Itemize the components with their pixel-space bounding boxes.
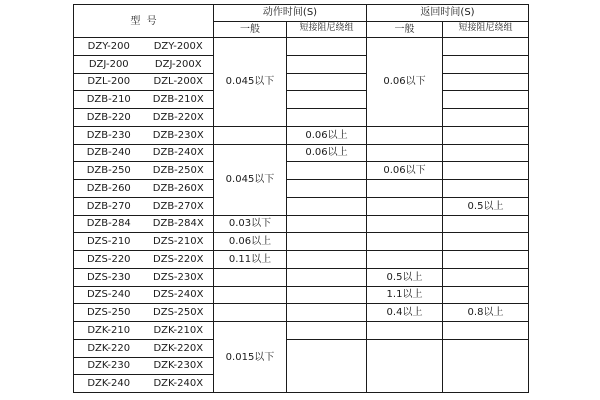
action-damping-cell: 0.06以上 [287,126,367,144]
table-row [74,233,529,251]
return-damping-cell [443,233,529,251]
model-a: DZL-200 [87,76,131,88]
return-damping-cell: 0.5以上 [443,197,529,215]
return-damping-cell: 0.8以上 [443,304,529,322]
table-row [74,322,529,340]
model-b: DZS-230X [153,271,204,283]
action-damping-cell [287,109,367,127]
action-general-cell [214,286,287,304]
model-a: DZK-230 [87,360,131,372]
table-row [74,197,529,215]
header-action-time: 动作时间(S) [214,5,367,22]
action-general-cell: 0.045以下 [214,38,287,127]
action-damping-cell [287,162,367,180]
model-a: DZS-250 [86,307,131,319]
action-damping-cell [287,197,367,215]
action-damping-cell [287,304,367,322]
table-row [74,215,529,233]
return-general-cell [367,180,443,198]
model-a: DZB-260 [86,182,131,194]
return-damping-cell [443,215,529,233]
model-b: DZK-230X [153,360,204,372]
model-cell [74,91,214,109]
model-cell [74,73,214,91]
model-cell [74,375,214,393]
model-b: DZB-250X [152,165,204,177]
return-damping-cell [443,144,529,162]
model-b: DZB-210X [152,94,204,106]
table-row [74,126,529,144]
action-general-cell [214,126,287,144]
table-row [74,73,529,91]
header-model: 型 号 [74,5,214,38]
model-b: DZB-240X [152,147,204,159]
model-a: DZS-240 [86,289,131,301]
return-damping-cell [443,286,529,304]
return-general-cell: 0.4以上 [367,304,443,322]
model-cell [74,197,214,215]
return-damping-cell [443,73,529,91]
model-cell [74,357,214,375]
model-cell [74,251,214,269]
model-a: DZK-220 [87,342,131,354]
action-damping-cell [287,215,367,233]
model-b: DZB-260X [152,182,204,194]
model-cell [74,162,214,180]
table-row [74,144,529,162]
model-cell [74,109,214,127]
model-b: DZS-210X [153,236,204,248]
table-row [74,251,529,269]
return-general-cell [367,322,443,340]
model-b: DZK-240X [153,378,204,390]
model-b: DZB-270X [152,200,204,212]
return-general-cell [367,251,443,269]
model-cell [74,126,214,144]
header-return-time: 返回时间(S) [367,5,529,22]
model-cell [74,180,214,198]
model-b: DZB-220X [152,111,204,123]
model-a: DZB-284 [86,218,131,230]
action-general-cell: 0.11以上 [214,251,287,269]
table-row [74,268,529,286]
action-damping-cell [287,322,367,340]
action-damping-cell [287,91,367,109]
model-cell [74,38,214,56]
return-damping-cell [443,126,529,144]
model-b: DZK-220X [153,342,204,354]
return-damping-cell [443,38,529,56]
model-cell [74,215,214,233]
action-general-cell: 0.045以下 [214,144,287,215]
action-general-cell [214,304,287,322]
model-b: DZS-250X [153,307,204,319]
return-general-cell [367,339,443,392]
action-general-cell: 0.03以下 [214,215,287,233]
return-damping-cell [443,251,529,269]
model-a: DZS-210 [86,236,131,248]
return-damping-cell [443,339,529,392]
action-damping-cell [287,55,367,73]
return-general-cell [367,215,443,233]
header-action-general: 一般 [214,21,287,38]
model-cell [74,286,214,304]
model-a: DZS-220 [86,253,131,265]
return-general-cell: 0.06以下 [367,162,443,180]
action-damping-cell [287,38,367,56]
return-general-cell: 0.06以下 [367,38,443,127]
return-damping-cell [443,322,529,340]
table-row [74,55,529,73]
spec-table-container [73,4,528,393]
model-cell [74,304,214,322]
table-row [74,38,529,56]
table-row [74,304,529,322]
return-general-cell: 0.5以上 [367,268,443,286]
model-a: DZB-240 [86,147,131,159]
model-b: DZY-200X [153,40,203,52]
model-b: DZK-210X [153,324,204,336]
model-cell [74,322,214,340]
model-a: DZB-250 [86,165,131,177]
return-general-cell [367,197,443,215]
return-damping-cell [443,268,529,286]
model-cell [74,268,214,286]
return-general-cell [367,144,443,162]
action-damping-cell: 0.06以上 [287,144,367,162]
action-general-cell: 0.06以上 [214,233,287,251]
action-damping-cell [287,73,367,91]
action-general-cell [214,268,287,286]
action-damping-cell [287,268,367,286]
table-row [74,109,529,127]
action-general-cell: 0.015以下 [214,322,287,393]
table-row [74,339,529,357]
model-a: DZK-210 [87,324,131,336]
model-cell [74,339,214,357]
model-a: DZY-200 [87,40,130,52]
header-row-1 [74,5,529,22]
return-damping-cell [443,55,529,73]
return-damping-cell [443,162,529,180]
header-return-damping: 短接阻尼绕组 [443,21,529,38]
spec-table [73,4,529,393]
model-b: DZS-240X [153,289,204,301]
return-general-cell [367,233,443,251]
model-b: DZB-284X [152,218,204,230]
model-a: DZK-240 [87,378,131,390]
return-general-cell: 1.1以上 [367,286,443,304]
return-damping-cell [443,180,529,198]
model-a: DZJ-200 [88,58,129,70]
model-b: DZL-200X [153,76,203,88]
header-return-general: 一般 [367,21,443,38]
return-damping-cell [443,109,529,127]
header-action-damping: 短接阻尼绕组 [287,21,367,38]
model-a: DZB-230 [86,129,131,141]
model-b: DZB-230X [152,129,204,141]
action-damping-cell [287,233,367,251]
model-a: DZS-230 [86,271,131,283]
table-row [74,91,529,109]
table-row [74,286,529,304]
table-row [74,180,529,198]
model-a: DZB-220 [86,111,131,123]
action-damping-cell [287,180,367,198]
model-b: DZS-220X [153,253,204,265]
model-cell [74,144,214,162]
model-b: DZJ-200X [154,58,202,70]
return-general-cell [367,126,443,144]
return-damping-cell [443,91,529,109]
action-damping-cell [287,251,367,269]
model-a: DZB-270 [86,200,131,212]
action-damping-cell [287,339,367,392]
table-row [74,162,529,180]
model-cell [74,55,214,73]
action-damping-cell [287,286,367,304]
model-cell [74,233,214,251]
model-a: DZB-210 [86,94,131,106]
